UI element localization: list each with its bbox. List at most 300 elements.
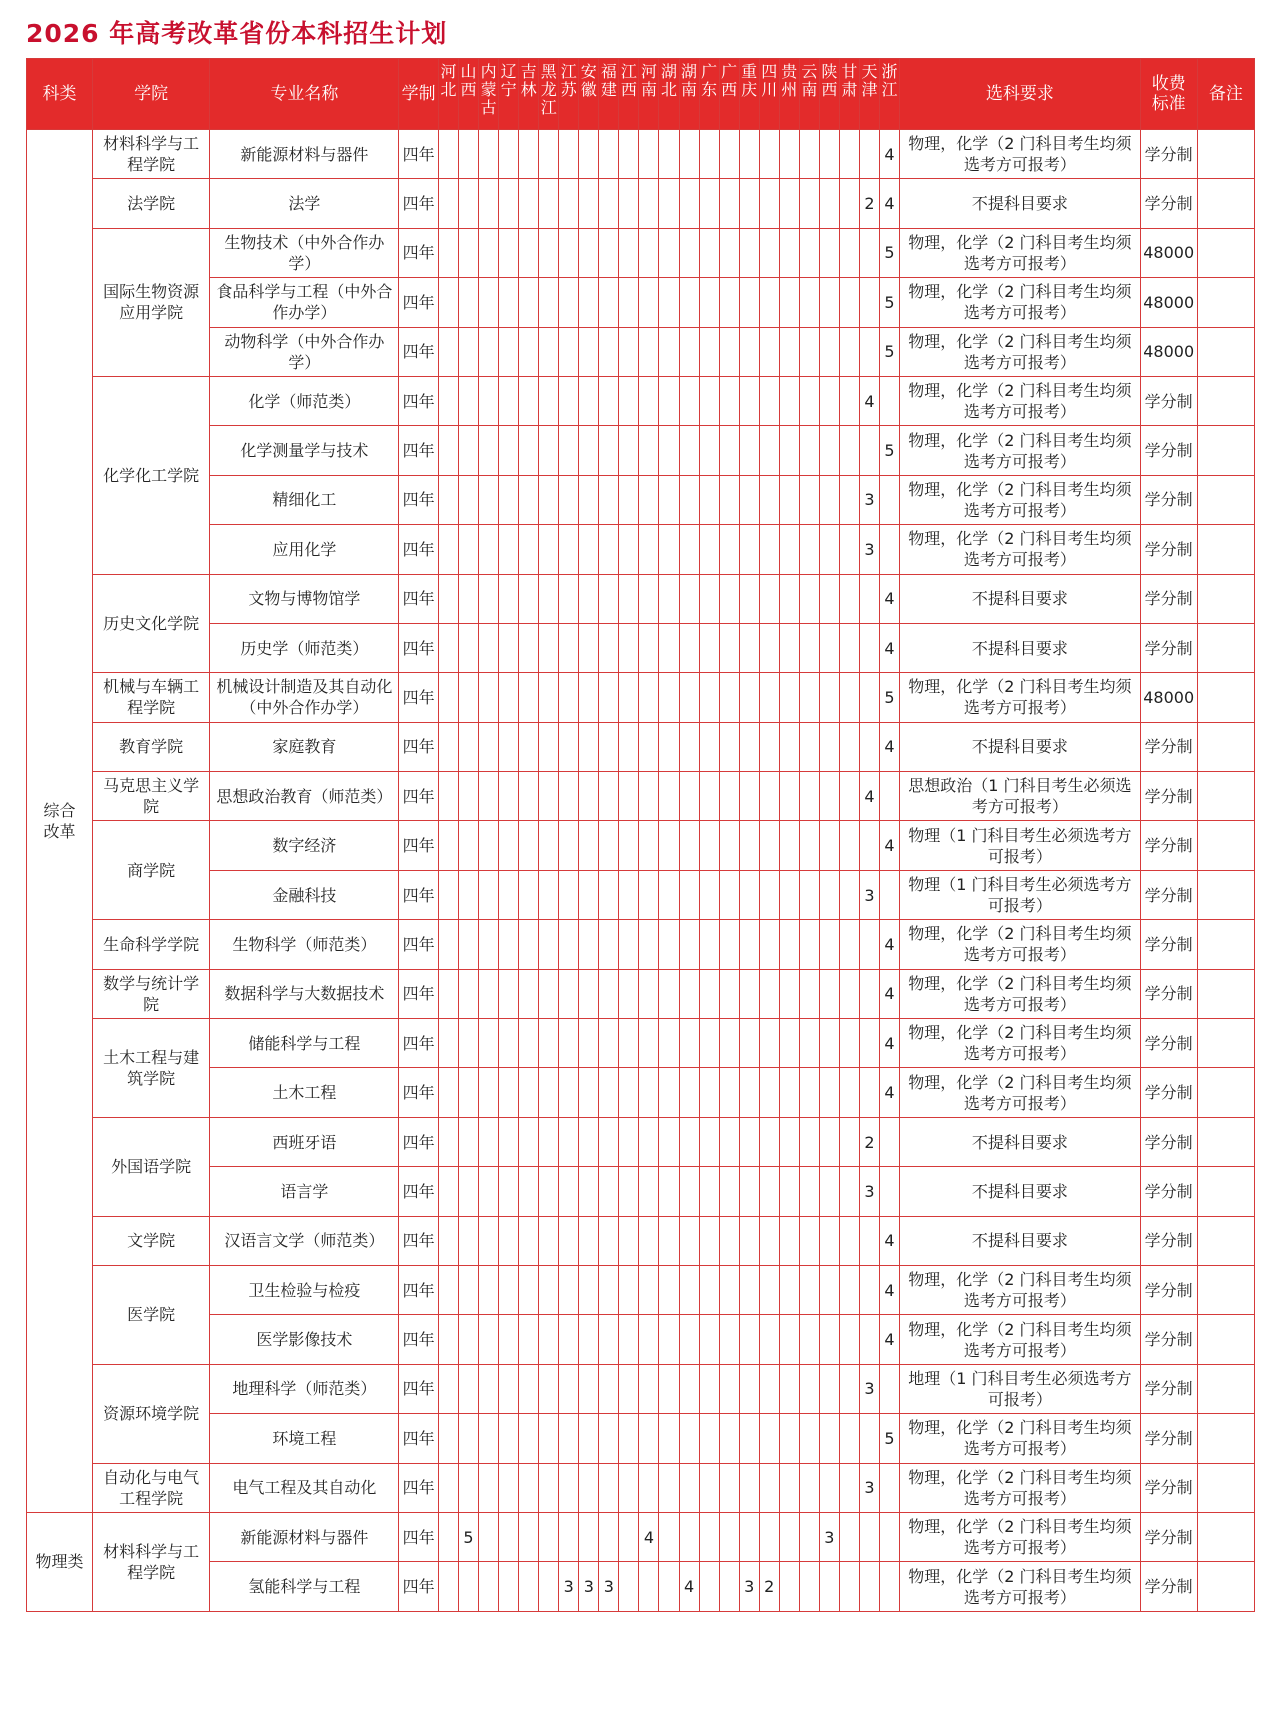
quota-cell	[779, 1068, 799, 1117]
quota-cell	[799, 1512, 819, 1561]
major-cell: 卫生检验与检疫	[210, 1265, 399, 1314]
quota-cell	[539, 426, 559, 475]
quota-cell	[779, 179, 799, 228]
quota-cell	[579, 327, 599, 376]
quota-cell: 3	[599, 1562, 619, 1611]
quota-cell	[479, 130, 499, 179]
quota-cell	[559, 1315, 579, 1364]
quota-cell	[479, 1463, 499, 1512]
duration-cell: 四年	[399, 1068, 439, 1117]
quota-cell	[619, 179, 639, 228]
quota-cell	[579, 1216, 599, 1265]
quota-cell	[579, 130, 599, 179]
duration-cell: 四年	[399, 327, 439, 376]
major-cell: 医学影像技术	[210, 1315, 399, 1364]
duration-cell: 四年	[399, 574, 439, 623]
quota-cell	[459, 1167, 479, 1216]
quota-cell	[659, 1117, 679, 1166]
quota-cell	[459, 722, 479, 771]
quota-cell	[679, 1019, 699, 1068]
quota-cell	[699, 1216, 719, 1265]
quota-cell: 4	[859, 772, 879, 821]
quota-cell	[719, 870, 739, 919]
quota-cell	[819, 722, 839, 771]
quota-cell	[659, 574, 679, 623]
quota-cell	[559, 673, 579, 722]
quota-cell	[699, 673, 719, 722]
quota-cell	[599, 130, 619, 179]
quota-cell	[559, 1216, 579, 1265]
quota-cell	[799, 920, 819, 969]
quota-cell	[479, 1068, 499, 1117]
requirement-cell: 物理，化学（2 门科目考生均须选考方可报考）	[900, 376, 1141, 425]
quota-cell: 4	[879, 623, 899, 672]
quota-cell	[759, 1216, 779, 1265]
header-category: 科类	[27, 59, 93, 130]
quota-cell	[659, 772, 679, 821]
quota-cell	[499, 1463, 519, 1512]
quota-cell	[438, 228, 458, 277]
quota-cell	[579, 623, 599, 672]
quota-cell	[579, 722, 599, 771]
quota-cell	[599, 673, 619, 722]
requirement-cell: 不提科目要求	[900, 574, 1141, 623]
quota-cell	[799, 1167, 819, 1216]
table-row	[27, 228, 1255, 277]
quota-cell: 3	[739, 1562, 759, 1611]
quota-cell	[859, 278, 879, 327]
quota-cell	[499, 376, 519, 425]
college-cell: 医学院	[92, 1265, 210, 1364]
quota-cell	[459, 179, 479, 228]
quota-cell	[679, 475, 699, 524]
quota-cell: 4	[879, 1019, 899, 1068]
quota-cell	[759, 870, 779, 919]
quota-cell	[499, 1019, 519, 1068]
note-cell	[1197, 179, 1254, 228]
quota-cell	[559, 574, 579, 623]
quota-cell	[719, 673, 739, 722]
quota-cell	[499, 475, 519, 524]
duration-cell: 四年	[399, 130, 439, 179]
quota-cell	[679, 870, 699, 919]
quota-cell	[619, 376, 639, 425]
quota-cell	[679, 969, 699, 1018]
quota-cell	[599, 179, 619, 228]
quota-cell	[779, 1364, 799, 1413]
note-cell	[1197, 969, 1254, 1018]
fee-cell: 学分制	[1140, 1414, 1197, 1463]
quota-cell	[579, 1364, 599, 1413]
note-cell	[1197, 574, 1254, 623]
quota-cell	[699, 574, 719, 623]
quota-cell	[499, 623, 519, 672]
quota-cell	[599, 772, 619, 821]
requirement-cell: 物理（1 门科目考生必须选考方可报考）	[900, 870, 1141, 919]
duration-cell: 四年	[399, 426, 439, 475]
quota-cell	[539, 1019, 559, 1068]
quota-cell	[619, 623, 639, 672]
quota-cell	[659, 475, 679, 524]
quota-cell	[479, 179, 499, 228]
fee-cell: 学分制	[1140, 475, 1197, 524]
quota-cell	[719, 1068, 739, 1117]
table-row	[27, 525, 1255, 574]
header-duration: 学制	[399, 59, 439, 130]
duration-cell: 四年	[399, 870, 439, 919]
quota-cell	[659, 1265, 679, 1314]
quota-cell	[438, 327, 458, 376]
quota-cell	[839, 1117, 859, 1166]
header-province: 陕 西	[819, 59, 839, 130]
requirement-cell: 物理，化学（2 门科目考生均须选考方可报考）	[900, 278, 1141, 327]
quota-cell	[759, 1315, 779, 1364]
quota-cell	[519, 376, 539, 425]
quota-cell	[619, 821, 639, 870]
quota-cell	[619, 130, 639, 179]
college-cell: 马克思主义学院	[92, 772, 210, 821]
quota-cell	[539, 475, 559, 524]
quota-cell	[639, 1315, 659, 1364]
quota-cell	[639, 1068, 659, 1117]
major-cell: 地理科学（师范类）	[210, 1364, 399, 1413]
quota-cell	[459, 130, 479, 179]
header-province: 内 蒙 古	[479, 59, 499, 130]
quota-cell	[659, 1315, 679, 1364]
quota-cell	[459, 1414, 479, 1463]
quota-cell	[859, 1512, 879, 1561]
quota-cell	[779, 228, 799, 277]
quota-cell	[539, 1265, 559, 1314]
quota-cell	[438, 772, 458, 821]
major-cell: 数字经济	[210, 821, 399, 870]
quota-cell	[819, 228, 839, 277]
quota-cell	[859, 1315, 879, 1364]
quota-cell	[739, 1315, 759, 1364]
quota-cell	[779, 426, 799, 475]
table-row	[27, 1562, 1255, 1611]
quota-cell	[599, 1512, 619, 1561]
quota-cell	[779, 1117, 799, 1166]
quota-cell	[479, 1167, 499, 1216]
quota-cell	[779, 1216, 799, 1265]
quota-cell	[859, 1216, 879, 1265]
quota-cell	[779, 525, 799, 574]
quota-cell	[559, 772, 579, 821]
quota-cell	[719, 772, 739, 821]
quota-cell: 3	[859, 870, 879, 919]
table-row	[27, 130, 1255, 179]
college-cell: 化学化工学院	[92, 376, 210, 574]
quota-cell	[719, 574, 739, 623]
header-province: 福 建	[599, 59, 619, 130]
quota-cell	[619, 426, 639, 475]
quota-cell	[699, 722, 719, 771]
quota-cell: 3	[859, 475, 879, 524]
quota-cell	[639, 278, 659, 327]
quota-cell	[699, 920, 719, 969]
quota-cell: 4	[879, 1216, 899, 1265]
duration-cell: 四年	[399, 673, 439, 722]
quota-cell	[839, 1512, 859, 1561]
quota-cell	[599, 426, 619, 475]
quota-cell	[839, 722, 859, 771]
header-note: 备注	[1197, 59, 1254, 130]
quota-cell: 4	[879, 1068, 899, 1117]
quota-cell	[559, 228, 579, 277]
quota-cell	[619, 722, 639, 771]
quota-cell	[438, 722, 458, 771]
quota-cell	[659, 1364, 679, 1413]
quota-cell	[559, 1167, 579, 1216]
quota-cell	[499, 969, 519, 1018]
quota-cell: 4	[639, 1512, 659, 1561]
quota-cell	[759, 722, 779, 771]
header-major: 专业名称	[210, 59, 399, 130]
quota-cell	[579, 870, 599, 919]
requirement-cell: 物理，化学（2 门科目考生均须选考方可报考）	[900, 1265, 1141, 1314]
quota-cell: 5	[879, 1414, 899, 1463]
fee-cell: 学分制	[1140, 821, 1197, 870]
quota-cell	[699, 1364, 719, 1413]
fee-cell: 48000	[1140, 327, 1197, 376]
quota-cell	[799, 228, 819, 277]
note-cell	[1197, 1019, 1254, 1068]
quota-cell	[799, 278, 819, 327]
fee-cell: 学分制	[1140, 1562, 1197, 1611]
quota-cell	[499, 327, 519, 376]
quota-cell	[639, 574, 659, 623]
quota-cell	[559, 920, 579, 969]
table-row	[27, 969, 1255, 1018]
quota-cell	[699, 821, 719, 870]
note-cell	[1197, 772, 1254, 821]
quota-cell	[699, 130, 719, 179]
quota-cell	[519, 772, 539, 821]
table-row	[27, 1216, 1255, 1265]
quota-cell	[759, 376, 779, 425]
requirement-cell: 物理，化学（2 门科目考生均须选考方可报考）	[900, 969, 1141, 1018]
note-cell	[1197, 1068, 1254, 1117]
quota-cell	[499, 525, 519, 574]
quota-cell	[619, 1364, 639, 1413]
quota-cell: 4	[879, 1315, 899, 1364]
quota-cell	[719, 1265, 739, 1314]
duration-cell: 四年	[399, 821, 439, 870]
quota-cell	[579, 1265, 599, 1314]
quota-cell	[479, 870, 499, 919]
quota-cell	[438, 870, 458, 919]
quota-cell	[799, 772, 819, 821]
quota-cell	[559, 525, 579, 574]
quota-cell	[699, 1562, 719, 1611]
quota-cell	[839, 821, 859, 870]
quota-cell	[679, 1167, 699, 1216]
table-row	[27, 278, 1255, 327]
quota-cell	[599, 1364, 619, 1413]
quota-cell	[779, 920, 799, 969]
fee-cell: 学分制	[1140, 1463, 1197, 1512]
quota-cell	[459, 969, 479, 1018]
header-province: 贵 州	[779, 59, 799, 130]
fee-cell: 学分制	[1140, 525, 1197, 574]
quota-cell	[779, 574, 799, 623]
duration-cell: 四年	[399, 1167, 439, 1216]
quota-cell	[559, 821, 579, 870]
quota-cell	[559, 475, 579, 524]
quota-cell	[839, 870, 859, 919]
quota-cell	[879, 525, 899, 574]
header-province: 湖 北	[659, 59, 679, 130]
quota-cell	[719, 376, 739, 425]
duration-cell: 四年	[399, 1117, 439, 1166]
quota-cell	[499, 1512, 519, 1561]
duration-cell: 四年	[399, 1019, 439, 1068]
note-cell	[1197, 722, 1254, 771]
quota-cell	[859, 673, 879, 722]
quota-cell	[819, 1463, 839, 1512]
quota-cell	[719, 920, 739, 969]
quota-cell	[579, 179, 599, 228]
quota-cell	[659, 623, 679, 672]
quota-cell	[599, 327, 619, 376]
quota-cell	[859, 426, 879, 475]
quota-cell	[579, 772, 599, 821]
quota-cell	[559, 1512, 579, 1561]
quota-cell	[739, 179, 759, 228]
quota-cell	[879, 1512, 899, 1561]
quota-cell	[679, 426, 699, 475]
quota-cell	[819, 1315, 839, 1364]
quota-cell	[799, 1414, 819, 1463]
quota-cell	[719, 1315, 739, 1364]
quota-cell	[619, 278, 639, 327]
quota-cell	[539, 525, 559, 574]
fee-cell: 学分制	[1140, 1019, 1197, 1068]
fee-cell: 学分制	[1140, 920, 1197, 969]
requirement-cell: 不提科目要求	[900, 1216, 1141, 1265]
quota-cell	[639, 179, 659, 228]
duration-cell: 四年	[399, 722, 439, 771]
quota-cell	[779, 673, 799, 722]
quota-cell	[619, 870, 639, 919]
quota-cell	[639, 376, 659, 425]
fee-cell: 学分制	[1140, 1315, 1197, 1364]
quota-cell	[639, 623, 659, 672]
table-row	[27, 1463, 1255, 1512]
quota-cell	[619, 772, 639, 821]
requirement-cell: 地理（1 门科目考生必须选考方可报考）	[900, 1364, 1141, 1413]
quota-cell	[839, 426, 859, 475]
requirement-cell: 不提科目要求	[900, 623, 1141, 672]
quota-cell	[879, 1364, 899, 1413]
quota-cell	[579, 1068, 599, 1117]
note-cell	[1197, 1463, 1254, 1512]
major-cell: 氢能科学与工程	[210, 1562, 399, 1611]
quota-cell	[519, 1414, 539, 1463]
quota-cell	[599, 475, 619, 524]
quota-cell	[799, 1562, 819, 1611]
quota-cell	[839, 179, 859, 228]
quota-cell	[879, 376, 899, 425]
quota-cell	[759, 327, 779, 376]
quota-cell	[559, 1019, 579, 1068]
quota-cell	[819, 1068, 839, 1117]
table-row	[27, 623, 1255, 672]
category-cell: 物理类	[27, 1512, 93, 1611]
table-row	[27, 673, 1255, 722]
quota-cell	[859, 327, 879, 376]
quota-cell	[539, 130, 559, 179]
quota-cell	[779, 278, 799, 327]
college-cell: 外国语学院	[92, 1117, 210, 1216]
quota-cell	[499, 1167, 519, 1216]
quota-cell	[519, 1068, 539, 1117]
quota-cell	[719, 722, 739, 771]
requirement-cell: 物理，化学（2 门科目考生均须选考方可报考）	[900, 475, 1141, 524]
quota-cell	[799, 376, 819, 425]
quota-cell	[579, 278, 599, 327]
quota-cell	[539, 1414, 559, 1463]
quota-cell	[539, 1117, 559, 1166]
quota-cell	[639, 1167, 659, 1216]
quota-cell	[839, 673, 859, 722]
quota-cell	[519, 130, 539, 179]
quota-cell	[438, 426, 458, 475]
quota-cell	[839, 1019, 859, 1068]
quota-cell	[859, 821, 879, 870]
duration-cell: 四年	[399, 278, 439, 327]
quota-cell	[799, 574, 819, 623]
quota-cell	[719, 1512, 739, 1561]
quota-cell	[519, 426, 539, 475]
quota-cell	[599, 920, 619, 969]
quota-cell	[679, 1117, 699, 1166]
quota-cell	[839, 1068, 859, 1117]
quota-cell	[699, 623, 719, 672]
requirement-cell: 不提科目要求	[900, 1167, 1141, 1216]
table-row	[27, 1364, 1255, 1413]
requirement-cell: 物理，化学（2 门科目考生均须选考方可报考）	[900, 228, 1141, 277]
quota-cell	[839, 1315, 859, 1364]
quota-cell	[739, 1019, 759, 1068]
quota-cell	[619, 1068, 639, 1117]
quota-cell	[819, 920, 839, 969]
quota-cell	[539, 1068, 559, 1117]
quota-cell	[719, 525, 739, 574]
quota-cell	[859, 574, 879, 623]
college-cell: 法学院	[92, 179, 210, 228]
quota-cell	[739, 228, 759, 277]
quota-cell	[759, 1414, 779, 1463]
quota-cell	[819, 772, 839, 821]
quota-cell	[479, 327, 499, 376]
note-cell	[1197, 1216, 1254, 1265]
quota-cell	[839, 525, 859, 574]
quota-cell	[438, 1216, 458, 1265]
quota-cell	[479, 426, 499, 475]
quota-cell	[879, 475, 899, 524]
requirement-cell: 物理，化学（2 门科目考生均须选考方可报考）	[900, 130, 1141, 179]
quota-cell: 3	[859, 525, 879, 574]
quota-cell	[799, 426, 819, 475]
quota-cell	[479, 1265, 499, 1314]
quota-cell	[619, 1562, 639, 1611]
major-cell: 数据科学与大数据技术	[210, 969, 399, 1018]
quota-cell	[619, 1265, 639, 1314]
quota-cell	[839, 327, 859, 376]
quota-cell	[739, 1117, 759, 1166]
